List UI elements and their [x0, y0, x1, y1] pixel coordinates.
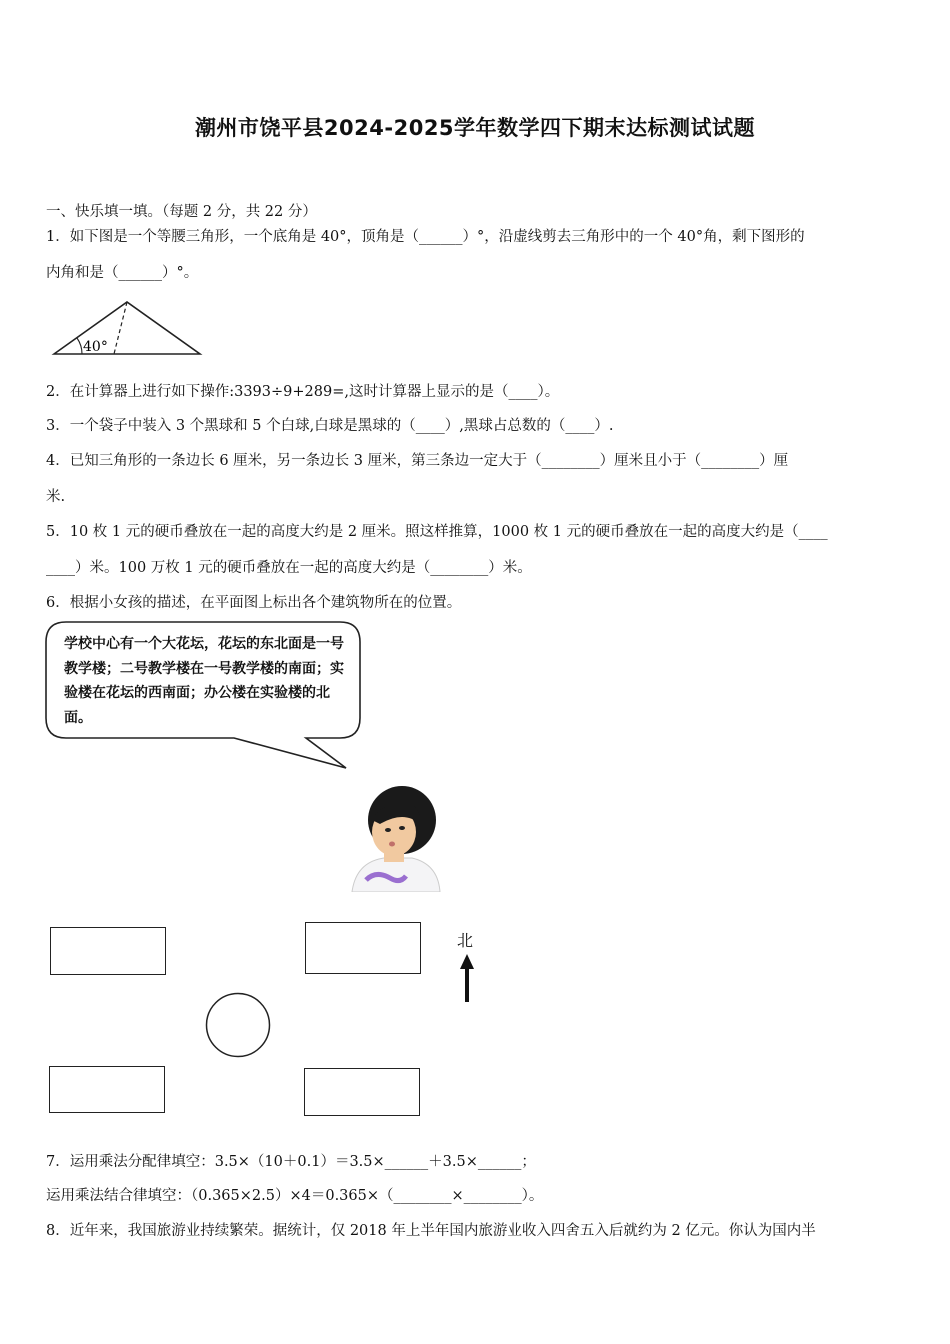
flower-bed-circle: [204, 992, 274, 1062]
question-5-line-1: 5．10 枚 1 元的硬币叠放在一起的高度大约是 2 厘米。照这样推算，1000 枚 1 元的硬币叠放在一起的高度大约是（____: [46, 524, 828, 540]
question-2: 2．在计算器上进行如下操作:3393÷9+289=,这时计算器上显示的是（____）。: [46, 384, 560, 400]
question-3: 3．一个袋子中装入 3 个黑球和 5 个白球,白球是黑球的（____）,黑球占总数的（____）.: [46, 418, 614, 434]
girl-illustration: [344, 780, 444, 892]
angle-arc: [77, 338, 82, 354]
section-heading: 一、快乐填一填。（每题 2 分，共 22 分）: [46, 204, 317, 220]
question-6: 6．根据小女孩的描述，在平面图上标出各个建筑物所在的位置。: [46, 595, 462, 611]
north-arrow-icon: [457, 952, 477, 1004]
question-7-line-2: 运用乘法结合律填空：（0.365×2.5）×4＝0.365×（________×________）。: [46, 1188, 544, 1204]
building-box-1[interactable]: [50, 927, 166, 975]
building-box-2[interactable]: [305, 922, 421, 974]
question-1-line-1: 1．如下图是一个等腰三角形，一个底角是 40°，顶角是（______）°，沿虚线剪去三角形中的一个 40°角，剩下图形的: [46, 229, 805, 245]
speech-bubble-text: 学校中心有一个大花坛，花坛的东北面是一号教学楼；二号教学楼在一号教学楼的南面；实验楼在花坛的西南面；办公楼在实验楼的北面。: [64, 636, 344, 726]
angle-label: 40°: [83, 339, 108, 355]
question-5-line-2: ____）米。100 万枚 1 元的硬币叠放在一起的高度大约是（________）米。: [46, 560, 532, 576]
question-1-line-2: 内角和是（______）°。: [46, 265, 199, 281]
isosceles-triangle-figure: [50, 298, 205, 360]
building-box-4[interactable]: [304, 1068, 420, 1116]
question-4-line-1: 4．已知三角形的一条边长 6 厘米，另一条边长 3 厘米，第三条边一定大于（________）厘米且小于（________）厘: [46, 453, 789, 469]
question-7-line-1: 7．运用乘法分配律填空：3.5×（10＋0.1）＝3.5×______＋3.5×______；: [46, 1154, 536, 1170]
page-title: 潮州市饶平县2024-2025学年数学四下期末达标测试试题: [194, 116, 756, 140]
question-4-line-2: 米.: [46, 489, 66, 505]
north-label: 北: [457, 931, 474, 950]
building-box-3[interactable]: [49, 1066, 165, 1113]
question-8: 8．近年来，我国旅游业持续繁荣。据统计，仅 2018 年上半年国内旅游业收入四舍五入后就约为 2 亿元。你认为国内半: [46, 1223, 816, 1239]
triangle-outline: [54, 302, 200, 354]
